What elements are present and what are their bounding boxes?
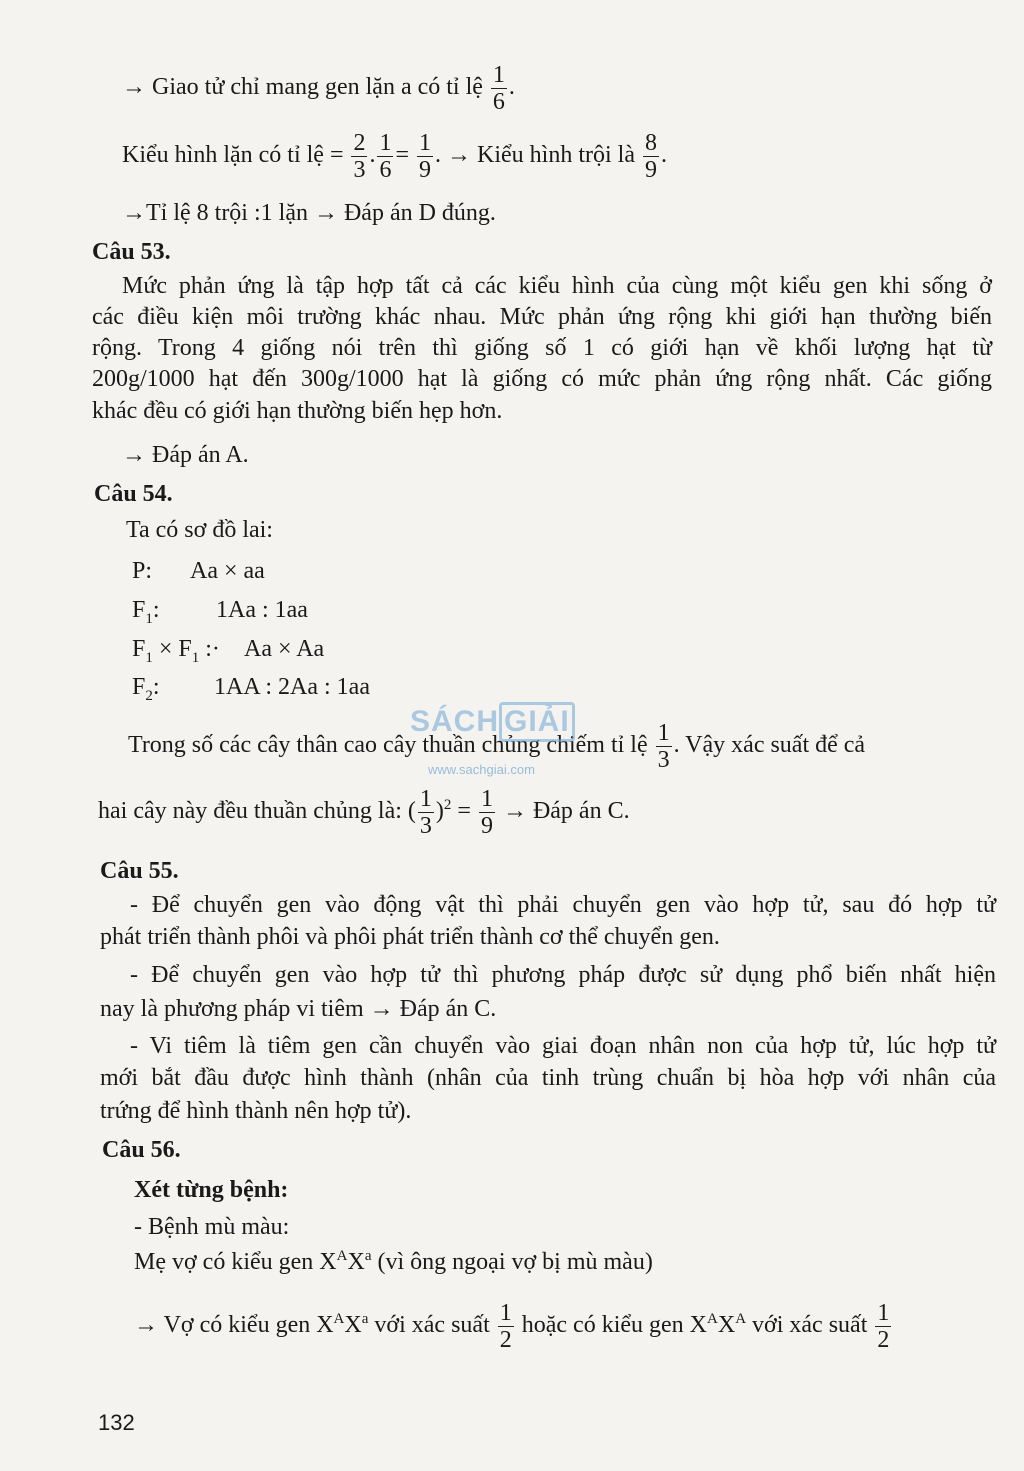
page-number: 132 bbox=[98, 1410, 135, 1435]
question-55-heading: Câu 55. bbox=[100, 858, 179, 884]
q55-line-5: - Vi tiêm là tiêm gen cần chuyển vào giai đoạn nhân non của hợp tử, lúc hợp tử bbox=[130, 1033, 996, 1059]
q54-line-1: Trong số các cây thân cao cây thuần chủng chiếm tỉ lệ $\frac{1}{3}$ . Vậy xác suất để cả bbox=[128, 720, 866, 773]
q53-line-4: 200g/1000 hạt đến 300g/1000 hạt là giống có mức phản ứng rộng nhất. Các giống bbox=[92, 366, 992, 392]
question-53-heading: Câu 53. bbox=[92, 239, 171, 265]
fraction-2-3: $\frac{2}{3}$ bbox=[353, 130, 366, 183]
q56-mother-in-law: Mẹ vợ có kiểu gen $X^AX^a$ (vì ông ngoại vợ bị mù màu) bbox=[134, 1248, 653, 1275]
q55-line-1: - Để chuyển gen vào động vật thì phải chuyển gen vào hợp tử, sau đó hợp tử bbox=[130, 892, 996, 918]
q53-line-2: các điều kiện môi trường khác nhau. Mức phản ứng rộng khi giới hạn thường biến bbox=[92, 304, 992, 330]
cross-diagram-intro: Ta có sơ đồ lai: bbox=[126, 517, 273, 543]
q56-colorblind: - Bệnh mù màu: bbox=[134, 1214, 290, 1240]
cross-f1xf1: Aa × Aa bbox=[244, 636, 325, 662]
fraction-1-3: $\frac{1}{3}$ bbox=[657, 720, 670, 773]
cross-f1: 1Aa : 1aa bbox=[216, 597, 308, 623]
fraction-1-6: $\frac{1}{6}$ bbox=[492, 62, 505, 115]
fraction-1-2b: $\frac{1}{2}$ bbox=[877, 1300, 890, 1353]
ratio-answer-line: →Tỉ lệ 8 trội :1 lặn → Đáp án D đúng. bbox=[122, 200, 496, 226]
fraction-8-9: $\frac{8}{9}$ bbox=[645, 130, 657, 183]
q56-wife-genotype: → Vợ có kiểu gen $X^AX^a$ với xác suất $\frac{1}{2}$ hoặc có kiểu gen $X^AX^A$ với xác suất $\frac{1}{2}$ bbox=[134, 1300, 890, 1353]
fraction-1-2: $\frac{1}{2}$ bbox=[499, 1300, 512, 1353]
cross-f1-label: $F_1$: bbox=[132, 597, 160, 627]
answer-line-gamete: → Giao tử chỉ mang gen lặn a có tỉ lệ $\frac{1}{6}$ . bbox=[122, 62, 515, 115]
fraction-1-9b: $\frac{1}{9}$ bbox=[480, 786, 493, 839]
q55-line-6: mới bắt đầu được hình thành (nhân của tinh trùng chuẩn bị hòa hợp với nhân của bbox=[100, 1065, 996, 1091]
q55-line-2: phát triển thành phôi và phôi phát triển thành cơ thể chuyển gen. bbox=[100, 924, 720, 950]
q55-line-3: - Để chuyển gen vào hợp tử thì phương pháp được sử dụng phổ biến nhất hiện bbox=[130, 962, 996, 988]
fraction-1-6b: $\frac{1}{6}$ bbox=[379, 130, 392, 183]
q53-line-5: khác đều có giới hạn thường biến hẹp hơn. bbox=[92, 398, 503, 424]
question-54-heading: Câu 54. bbox=[94, 481, 173, 507]
q56-subheading: Xét từng bệnh: bbox=[134, 1177, 289, 1203]
cross-p: Aa × aa bbox=[190, 558, 265, 584]
cross-f2: 1AA : 2Aa : 1aa bbox=[214, 674, 370, 700]
q53-line-3: rộng. Trong 4 giống nói trên thì giống số 1 có giới hạn về khối lượng hạt từ bbox=[92, 335, 992, 361]
recessive-ratio-line: Kiểu hình lặn có tỉ lệ = $\frac{2}{3}$ . $\frac{1}{6}$ = $\frac{1}{9}$ . → Kiểu hình trội là $\frac{8}{9}$ . bbox=[122, 130, 667, 183]
q55-line-7: trứng để hình thành nên hợp tử). bbox=[100, 1098, 412, 1124]
q55-line-4: nay là phương pháp vi tiêm → Đáp án C. bbox=[100, 996, 497, 1022]
cross-f2-label: $F_2$: bbox=[132, 674, 160, 704]
watermark-logo: SÁCH GIẢI www.sachgiai.com bbox=[410, 688, 620, 783]
fraction-1-9: $\frac{1}{9}$ bbox=[419, 130, 432, 183]
q54-line-2: hai cây này đều thuần chủng là: ( $\frac{1}{3}$ )$^2$ = $\frac{1}{9}$ → Đáp án C. bbox=[98, 786, 630, 839]
q53-line-1: Mức phản ứng là tập hợp tất cả các kiểu hình của cùng một kiểu gen khi sống ở bbox=[122, 273, 992, 299]
fraction-1-3b: $\frac{1}{3}$ bbox=[419, 786, 432, 839]
q53-answer: → Đáp án A. bbox=[122, 442, 249, 468]
question-56-heading: Câu 56. bbox=[102, 1137, 181, 1163]
cross-p-label: P: bbox=[132, 558, 153, 584]
cross-f1xf1-label: $F_1 \times F_1$ :· bbox=[132, 636, 220, 666]
